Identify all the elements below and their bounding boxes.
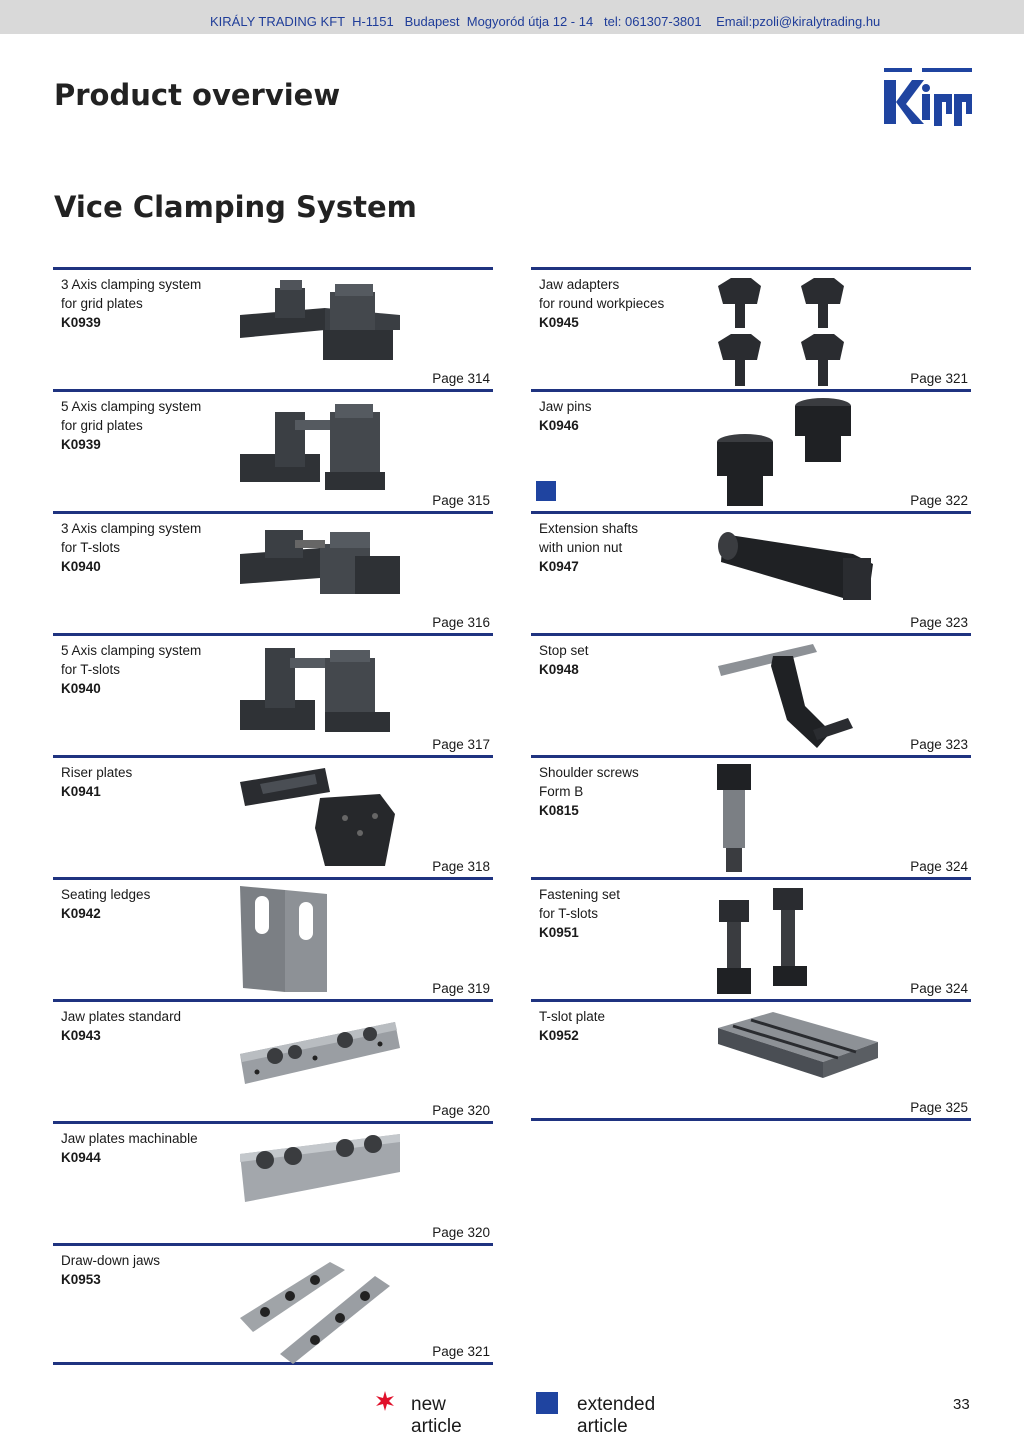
- new-article-label: new article: [411, 1394, 462, 1437]
- seating-ledges-image: [235, 880, 405, 998]
- product-code: K0941: [61, 784, 101, 799]
- product-code: K0942: [61, 906, 101, 921]
- page-reference: Page 314: [432, 371, 490, 386]
- page-reference: Page 315: [432, 493, 490, 508]
- stop-set-image: [713, 636, 883, 754]
- page-reference: Page 320: [432, 1225, 490, 1240]
- page-reference: Page 316: [432, 615, 490, 630]
- product-item[interactable]: Stop set K0948 Page 323: [531, 633, 971, 755]
- new-article-star-icon: [374, 1390, 396, 1412]
- jaw-plates-standard-image: [235, 1002, 405, 1120]
- page-number: 33: [953, 1396, 970, 1413]
- product-code: K0953: [61, 1272, 101, 1287]
- clamping-system-image: [235, 636, 405, 754]
- product-item[interactable]: Jaw plates machinable K0944 Page 320: [53, 1121, 493, 1243]
- clamping-system-image: [235, 392, 405, 510]
- product-item[interactable]: Jaw plates standard K0943 Page 320: [53, 999, 493, 1121]
- product-item[interactable]: 5 Axis clamping system for grid plates K0939 Page 315: [53, 389, 493, 511]
- product-code: K0940: [61, 559, 101, 574]
- draw-down-jaws-image: [235, 1246, 405, 1364]
- clamping-system-image: [235, 270, 405, 388]
- page-reference: Page 322: [910, 493, 968, 508]
- product-item[interactable]: 5 Axis clamping system for T-slots K0940 Page 317: [53, 633, 493, 755]
- product-item[interactable]: Shoulder screws Form B K0815 Page 324: [531, 755, 971, 877]
- product-item[interactable]: T-slot plate K0952 Page 325: [531, 999, 971, 1121]
- product-code: K0944: [61, 1150, 101, 1165]
- product-item[interactable]: 3 Axis clamping system for grid plates K0939 Page 314: [53, 267, 493, 389]
- extension-shafts-image: [713, 514, 883, 632]
- product-code: K0948: [539, 662, 579, 677]
- page-reference: Page 321: [910, 371, 968, 386]
- page-reference: Page 323: [910, 615, 968, 630]
- product-item[interactable]: Extension shafts with union nut K0947 Page 323: [531, 511, 971, 633]
- page-reference: Page 323: [910, 737, 968, 752]
- product-code: K0952: [539, 1028, 579, 1043]
- kipp-logo: [882, 64, 974, 130]
- page-title: Product overview: [54, 78, 341, 112]
- t-slot-plate-image: [713, 1002, 883, 1120]
- product-code: K0939: [61, 315, 101, 330]
- product-code: K0943: [61, 1028, 101, 1043]
- jaw-adapters-image: [713, 270, 883, 388]
- product-item[interactable]: Seating ledges K0942 Page 319: [53, 877, 493, 999]
- product-code: K0945: [539, 315, 579, 330]
- product-item[interactable]: Riser plates K0941 Page 318: [53, 755, 493, 877]
- extended-article-label: extended article: [577, 1394, 656, 1437]
- contact-header-bar: [0, 0, 1024, 34]
- product-code: K0946: [539, 418, 579, 433]
- fastening-set-image: [713, 880, 883, 998]
- extended-article-marker: [536, 481, 556, 501]
- product-code: K0939: [61, 437, 101, 452]
- page-reference: Page 325: [910, 1100, 968, 1115]
- product-code: K0940: [61, 681, 101, 696]
- section-title: Vice Clamping System: [54, 190, 417, 224]
- page-reference: Page 324: [910, 981, 968, 996]
- shoulder-screw-image: [713, 758, 883, 876]
- page-reference: Page 319: [432, 981, 490, 996]
- extended-article-square-icon: [536, 1392, 558, 1414]
- product-item[interactable]: Draw-down jaws K0953 Page 321: [53, 1243, 493, 1365]
- page-reference: Page 318: [432, 859, 490, 874]
- jaw-plates-machinable-image: [235, 1124, 405, 1242]
- product-item[interactable]: Fastening set for T-slots K0951 Page 324: [531, 877, 971, 999]
- right-product-column: [531, 267, 971, 1121]
- left-product-column: [53, 267, 493, 1365]
- product-item[interactable]: 3 Axis clamping system for T-slots K0940 Page 316: [53, 511, 493, 633]
- page-reference: Page 324: [910, 859, 968, 874]
- product-code: K0951: [539, 925, 579, 940]
- product-code: K0815: [539, 803, 579, 818]
- page-reference: Page 320: [432, 1103, 490, 1118]
- riser-plates-image: [235, 758, 405, 876]
- page-reference: Page 317: [432, 737, 490, 752]
- product-item[interactable]: Jaw adapters for round workpieces K0945 Page 321: [531, 267, 971, 389]
- clamping-system-image: [235, 514, 405, 632]
- contact-info: KIRÁLY TRADING KFT H-1151 Budapest Mogyoród útja 12 - 14 tel: 061307-3801 Email:pzoli@kiralytrading.hu: [210, 14, 881, 29]
- jaw-pins-image: [713, 392, 883, 510]
- product-item[interactable]: Jaw pins K0946 Page 322: [531, 389, 971, 511]
- product-code: K0947: [539, 559, 579, 574]
- page-reference: Page 321: [432, 1344, 490, 1359]
